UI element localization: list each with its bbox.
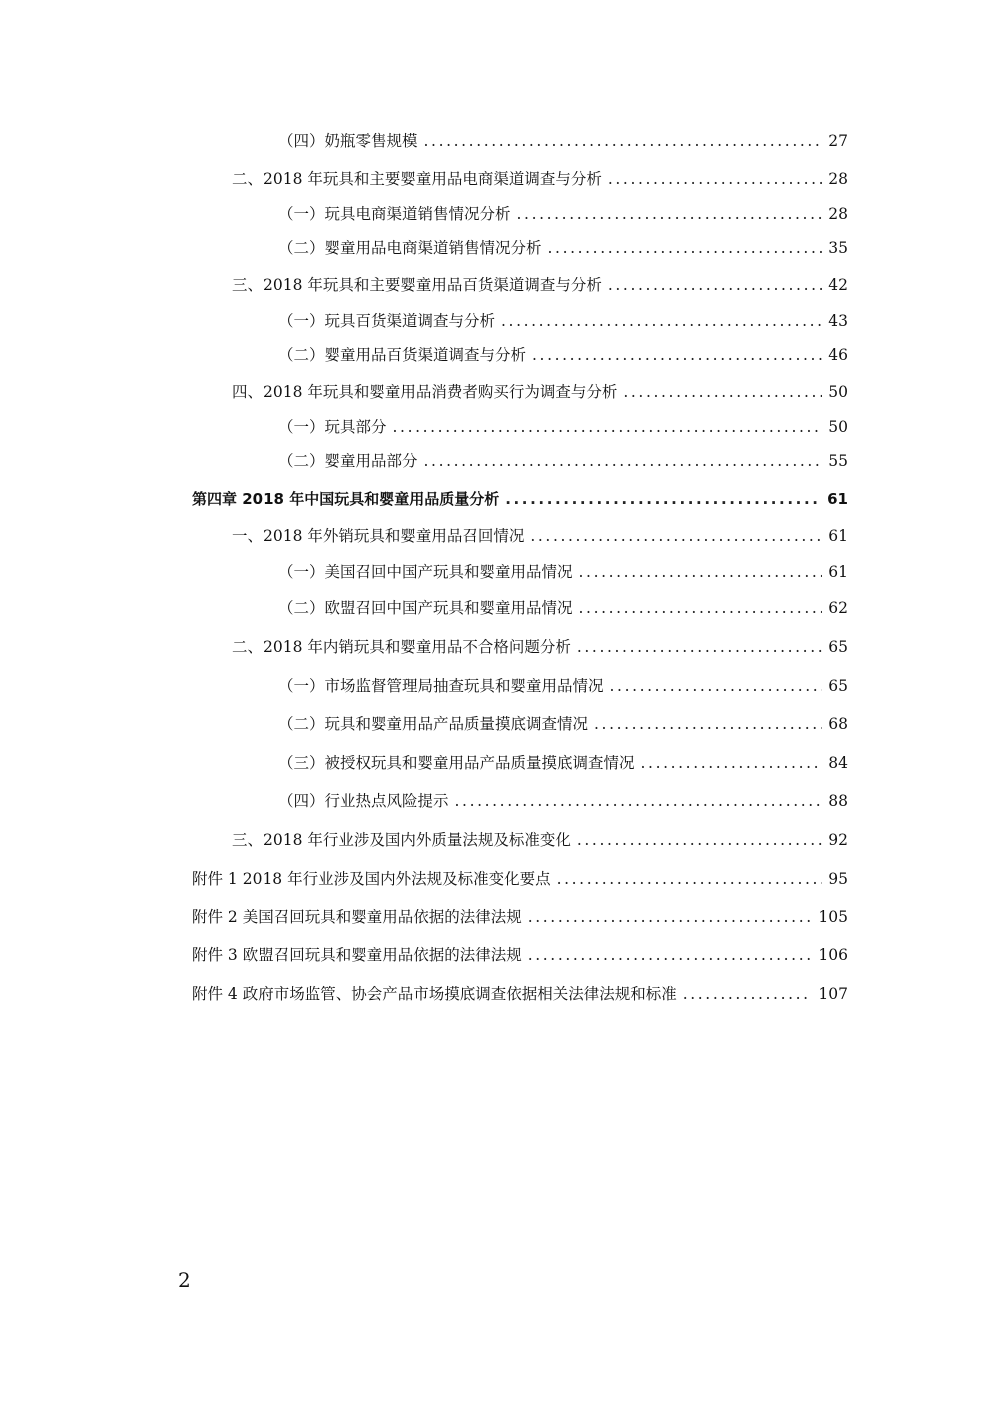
toc-entry-page: 92 xyxy=(828,831,848,849)
toc-entry-page: 105 xyxy=(818,908,848,926)
toc-entry[interactable] xyxy=(278,750,848,776)
toc-appendix-entry[interactable] xyxy=(192,904,848,930)
toc-entry[interactable] xyxy=(278,342,848,368)
dot-leader xyxy=(557,866,823,892)
toc-entry-page: 46 xyxy=(828,346,848,364)
toc-entry[interactable] xyxy=(232,379,848,405)
toc-entry-label: （二）婴童用品百货渠道调查与分析 xyxy=(278,346,527,364)
toc-entry-label: （一）市场监督管理局抽查玩具和婴童用品情况 xyxy=(278,677,604,695)
toc-entry-label: 二、2018 年内销玩具和婴童用品不合格问题分析 xyxy=(232,638,571,656)
toc-entry[interactable] xyxy=(232,827,848,853)
toc-entry-page: 50 xyxy=(828,383,848,401)
toc-entry-label: （一）玩具电商渠道销售情况分析 xyxy=(278,205,511,223)
toc-entry-page: 62 xyxy=(828,599,848,617)
toc-entry[interactable] xyxy=(278,673,848,699)
toc-entry-page: 84 xyxy=(828,754,848,772)
dot-leader xyxy=(610,673,823,699)
dot-leader xyxy=(501,308,822,334)
toc-entry-label: （一）美国召回中国产玩具和婴童用品情况 xyxy=(278,563,573,581)
toc-entry-label: 一、2018 年外销玩具和婴童用品召回情况 xyxy=(232,527,525,545)
toc-entry-page: 27 xyxy=(828,132,848,150)
toc-entry-label: 三、2018 年行业涉及国内外质量法规及标准变化 xyxy=(232,831,571,849)
dot-leader xyxy=(594,711,822,737)
toc-chapter-entry[interactable] xyxy=(192,486,848,512)
toc-entry[interactable] xyxy=(278,448,848,474)
toc-entry-label: （四）行业热点风险提示 xyxy=(278,792,449,810)
toc-entry[interactable] xyxy=(232,634,848,660)
toc-entry-page: 28 xyxy=(828,205,848,223)
toc-entry-label: 二、2018 年玩具和主要婴童用品电商渠道调查与分析 xyxy=(232,170,602,188)
toc-entry[interactable] xyxy=(278,788,848,814)
dot-leader xyxy=(623,379,822,405)
toc-entry-label: （二）婴童用品电商渠道销售情况分析 xyxy=(278,239,542,257)
toc-entry-page: 107 xyxy=(818,985,848,1003)
toc-entry-page: 42 xyxy=(828,276,848,294)
toc-entry-page: 61 xyxy=(828,527,848,545)
dot-leader xyxy=(579,559,823,585)
dot-leader xyxy=(528,904,813,930)
dot-leader xyxy=(424,128,823,154)
toc-entry[interactable] xyxy=(232,272,848,298)
dot-leader xyxy=(608,166,822,192)
dot-leader xyxy=(517,201,823,227)
toc-entry-page: 35 xyxy=(828,239,848,257)
toc-entry-label: 三、2018 年玩具和主要婴童用品百货渠道调查与分析 xyxy=(232,276,602,294)
toc-entry-label: 附件 2 美国召回玩具和婴童用品依据的法律法规 xyxy=(192,908,522,926)
toc-entry-page: 68 xyxy=(828,715,848,733)
dot-leader xyxy=(455,788,823,814)
dot-leader xyxy=(505,486,821,512)
toc-entry-page: 106 xyxy=(818,946,848,964)
toc-entry-label: 四、2018 年玩具和婴童用品消费者购买行为调查与分析 xyxy=(232,383,618,401)
toc-appendix-entry[interactable] xyxy=(192,981,848,1007)
toc-entry[interactable] xyxy=(278,595,848,621)
dot-leader xyxy=(424,448,823,474)
dot-leader xyxy=(393,414,823,440)
toc-entry-label: （二）欧盟召回中国产玩具和婴童用品情况 xyxy=(278,599,573,617)
dot-leader xyxy=(579,595,823,621)
toc-entry[interactable] xyxy=(278,128,848,154)
dot-leader xyxy=(683,981,813,1007)
toc-entry-page: 61 xyxy=(827,490,848,508)
toc-entry[interactable] xyxy=(278,559,848,585)
toc-entry[interactable] xyxy=(232,166,848,192)
toc-entry-label: （四）奶瓶零售规模 xyxy=(278,132,418,150)
toc-entry[interactable] xyxy=(278,201,848,227)
dot-leader xyxy=(577,827,822,853)
page-number: 2 xyxy=(178,1268,191,1292)
toc-entry-page: 61 xyxy=(828,563,848,581)
dot-leader xyxy=(528,942,813,968)
dot-leader xyxy=(532,342,822,368)
toc-entry-label: （二）玩具和婴童用品产品质量摸底调查情况 xyxy=(278,715,589,733)
toc-entry[interactable] xyxy=(278,308,848,334)
toc-entry[interactable] xyxy=(278,414,848,440)
toc-entry-label: 第四章 2018 年中国玩具和婴童用品质量分析 xyxy=(192,490,500,508)
toc-appendix-entry[interactable] xyxy=(192,942,848,968)
toc-entry-label: （三）被授权玩具和婴童用品产品质量摸底调查情况 xyxy=(278,754,635,772)
toc-entry-label: （二）婴童用品部分 xyxy=(278,452,418,470)
toc-entry-label: 附件 1 2018 年行业涉及国内外法规及标准变化要点 xyxy=(192,870,551,888)
toc-entry[interactable] xyxy=(278,235,848,261)
toc-entry-label: （一）玩具百货渠道调查与分析 xyxy=(278,312,496,330)
toc-entry-label: 附件 3 欧盟召回玩具和婴童用品依据的法律法规 xyxy=(192,946,522,964)
toc-entry-page: 50 xyxy=(828,418,848,436)
toc-entry-page: 65 xyxy=(828,677,848,695)
toc-entry-page: 28 xyxy=(828,170,848,188)
toc-entry[interactable] xyxy=(278,711,848,737)
toc-entry-page: 88 xyxy=(828,792,848,810)
dot-leader xyxy=(548,235,823,261)
dot-leader xyxy=(608,272,822,298)
toc-entry-page: 95 xyxy=(828,870,848,888)
toc-entry-page: 43 xyxy=(828,312,848,330)
toc-entry-label: 附件 4 政府市场监管、协会产品市场摸底调查依据相关法律法规和标准 xyxy=(192,985,677,1003)
toc-entry-page: 55 xyxy=(828,452,848,470)
toc-entry-label: （一）玩具部分 xyxy=(278,418,387,436)
toc-entry-page: 65 xyxy=(828,638,848,656)
toc-entry[interactable] xyxy=(232,523,848,549)
dot-leader xyxy=(577,634,822,660)
toc-appendix-entry[interactable] xyxy=(192,866,848,892)
dot-leader xyxy=(530,523,822,549)
dot-leader xyxy=(641,750,823,776)
